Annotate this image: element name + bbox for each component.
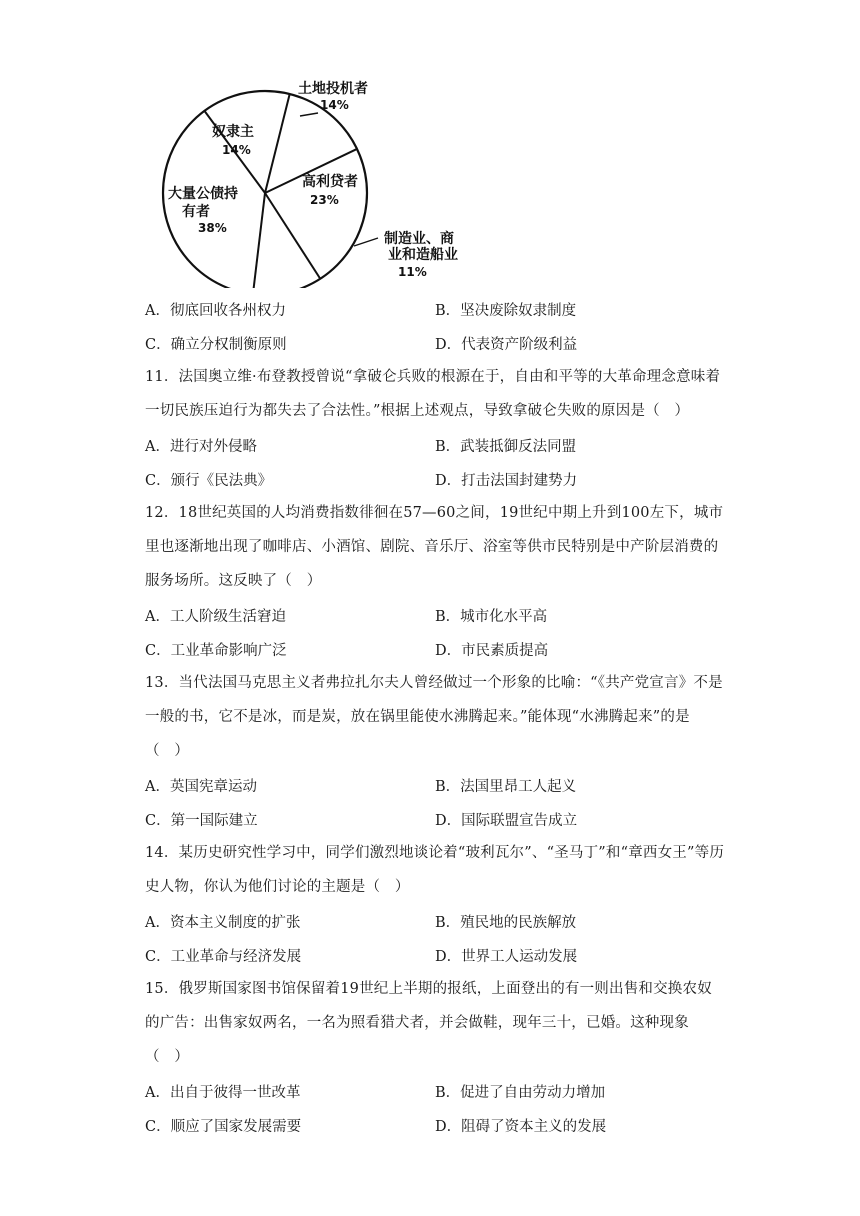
pie-slice-value: 11% xyxy=(398,265,427,279)
question-15: 15．俄罗斯国家图书馆保留着19世纪上半期的报纸，上面登出的有一则出售和交换农奴的广告：出售家奴两名，一名为照看猎犬者，并会做鞋，现年三十，已婚。这种现象（ ） xyxy=(145,981,712,1065)
pie-slice-label: 大量公债持 xyxy=(168,186,238,202)
pie-slice-value: 14% xyxy=(222,143,251,157)
option-a: A．进行对外侵略 xyxy=(145,438,257,455)
q13-options xyxy=(145,768,725,802)
option-c: C．第一国际建立 xyxy=(145,812,258,829)
q10-options xyxy=(145,292,725,326)
option-b: B．法国里昂工人起义 xyxy=(435,778,577,795)
pie-slice-label: 有者 xyxy=(182,204,210,220)
question-13: 13．当代法国马克思主义者弗拉扎尔夫人曾经做过一个形象的比喻：“《共产党宣言》不是一般的书，它不是冰，而是炭，放在锅里能使水沸腾起来。”能体现“水沸腾起来”的是（ ） xyxy=(145,675,723,759)
q13-options xyxy=(145,802,725,836)
option-d: D．市民素质提高 xyxy=(435,642,549,659)
option-b: B．促进了自由劳动力增加 xyxy=(435,1084,606,1101)
pie-chart-svg xyxy=(140,78,470,288)
q15-options xyxy=(145,1074,725,1108)
q10-options xyxy=(145,326,725,360)
question-14: 14．某历史研究性学习中，同学们激烈地谈论着“玻利瓦尔”、“圣马丁”和“章西女王”等历史人物，你认为他们讨论的主题是（ ） xyxy=(145,845,725,895)
pie-slice-value: 38% xyxy=(198,221,227,235)
pie-slice-value: 14% xyxy=(320,98,349,112)
option-d: D．阻碍了资本主义的发展 xyxy=(435,1118,607,1135)
q11-options xyxy=(145,428,725,462)
pie-slice-label: 高利贷者 xyxy=(302,174,358,190)
q11-options xyxy=(145,462,725,496)
pie-leader-line xyxy=(354,238,378,246)
option-b: B．殖民地的民族解放 xyxy=(435,914,577,931)
question-list xyxy=(145,292,725,1142)
option-b: B．武装抵御反法同盟 xyxy=(435,438,577,455)
option-c: C．顺应了国家发展需要 xyxy=(145,1118,302,1135)
pie-slice-label: 土地投机者 xyxy=(298,81,368,97)
option-d: D．打击法国封建势力 xyxy=(435,472,578,489)
question-11: 11．法国奥立维·布登教授曾说“拿破仑兵败的根源在于，自由和平等的大革命理念意味着一切民族压迫行为都失去了合法性。”根据上述观点，导致拿破仑失败的原因是（ ） xyxy=(145,369,721,419)
question-12: 12．18世纪英国的人均消费指数徘徊在57—60之间，19世纪中期上升到100左下，城市里也逐渐地出现了咖啡店、小酒馆、剧院、音乐厅、浴室等供市民特别是中产阶层消费的服务场所。这反映了（ ） xyxy=(145,505,724,589)
q12-options xyxy=(145,598,725,632)
option-c: C．工业革命影响广泛 xyxy=(145,642,287,659)
pie-slice-label: 业和造船业 xyxy=(388,247,458,263)
q15-options xyxy=(145,1108,725,1142)
pie-slice-label: 奴隶主 xyxy=(212,124,254,140)
option-c: C．工业革命与经济发展 xyxy=(145,948,302,965)
pie-chart xyxy=(140,78,470,288)
option-c: C．确立分权制衡原则 xyxy=(145,336,287,353)
option-a: A．彻底回收各州权力 xyxy=(145,302,286,319)
option-d: D．世界工人运动发展 xyxy=(435,948,578,965)
q14-options xyxy=(145,904,725,938)
option-a: A．英国宪章运动 xyxy=(145,778,257,795)
q12-options xyxy=(145,632,725,666)
option-a: A．资本主义制度的扩张 xyxy=(145,914,301,931)
q14-options xyxy=(145,938,725,972)
pie-slice-label: 制造业、商 xyxy=(384,231,454,247)
option-d: D．代表资产阶级利益 xyxy=(435,336,578,353)
option-d: D．国际联盟宣告成立 xyxy=(435,812,578,829)
option-c: C．颁行《民法典》 xyxy=(145,472,273,489)
pie-slice-value: 23% xyxy=(310,193,339,207)
option-a: A．工人阶级生活窘迫 xyxy=(145,608,286,625)
option-a: A．出自于彼得一世改革 xyxy=(145,1084,301,1101)
option-b: B．城市化水平高 xyxy=(435,608,548,625)
option-b: B．坚决废除奴隶制度 xyxy=(435,302,577,319)
